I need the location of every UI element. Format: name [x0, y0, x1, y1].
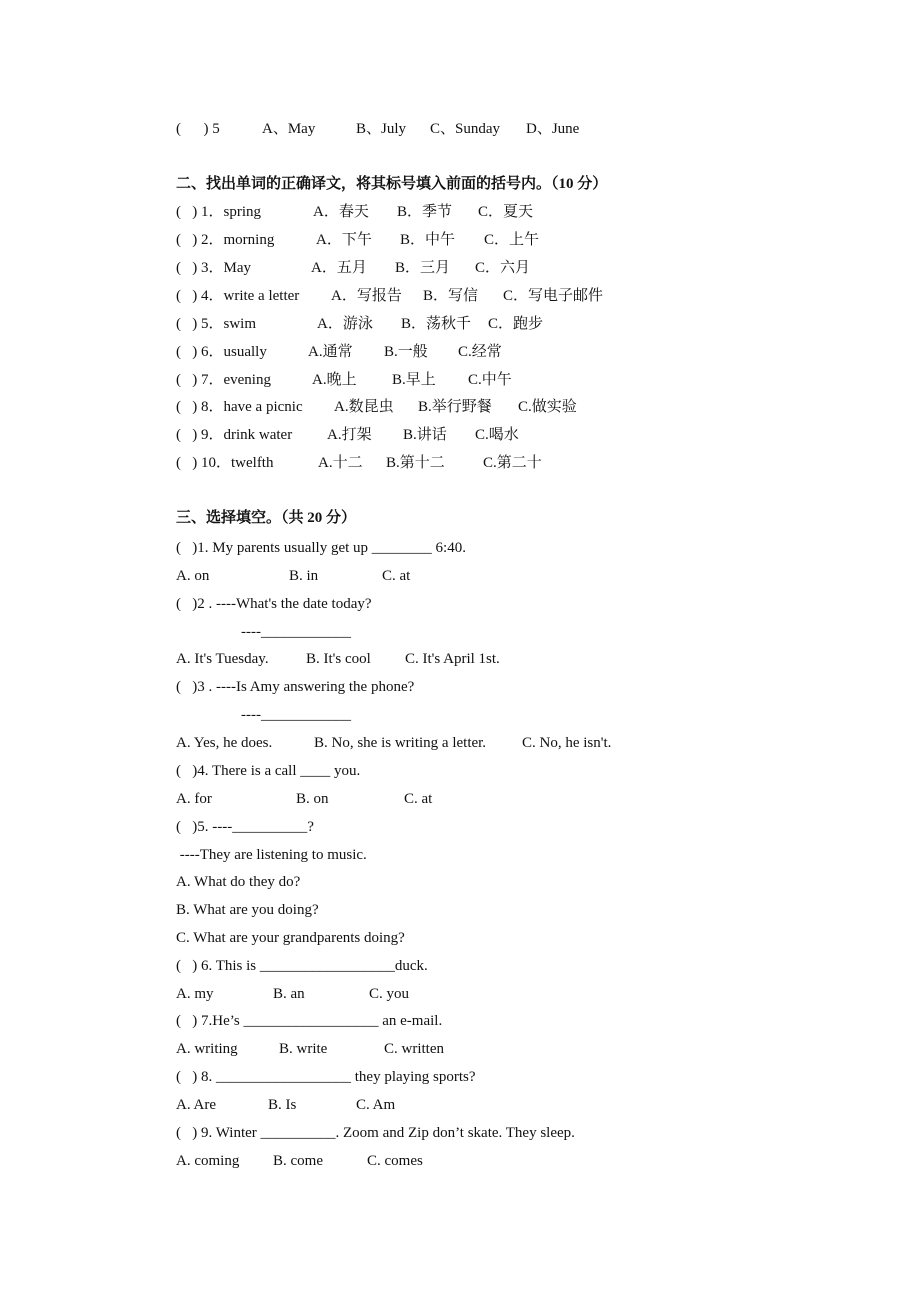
section-2-heading: 二、找出单词的正确译文，将其标号填入前面的括号内。（10 分） — [176, 176, 608, 192]
option-a: A. writing — [176, 1041, 238, 1057]
option-c: C. written — [384, 1041, 444, 1057]
vocab-option-a: A．春天 — [313, 204, 369, 220]
option-c: C. No, he isn't. — [522, 735, 612, 751]
option-c: C. It's April 1st. — [405, 651, 500, 667]
vocab-option-a: A．下午 — [316, 232, 372, 248]
vocab-option-a: A.数昆虫 — [334, 399, 394, 415]
option-c: C. comes — [367, 1153, 423, 1169]
option-b: B. come — [273, 1153, 323, 1169]
section-3-heading: 三、选择填空。（共 20 分） — [176, 510, 357, 526]
option-c: C. Am — [356, 1097, 396, 1113]
vocab-option-b: B.早上 — [392, 372, 436, 388]
vocab-option-a: A．游泳 — [317, 316, 373, 332]
option-a: A. coming — [176, 1153, 240, 1169]
option-a: A. Yes, he does. — [176, 735, 273, 751]
question-3-answer-blank: ----____________ — [241, 707, 351, 723]
question-9: ( ) 9. Winter __________. Zoom and Zip don’t skate. They sleep. — [176, 1125, 575, 1141]
vocab-option-a: A.打架 — [327, 427, 372, 443]
vocab-option-c: C．写电子邮件 — [503, 288, 604, 304]
question-2-answer-blank: ----____________ — [241, 624, 351, 640]
vocab-option-b: B.一般 — [384, 344, 428, 360]
top-q5-option-b: B、July — [356, 121, 407, 137]
vocab-word: ( ) 4．write a letter — [176, 288, 300, 304]
vocab-word: ( ) 8．have a picnic — [176, 399, 303, 415]
option-a: A. Are — [176, 1097, 216, 1113]
option-c: C. at — [404, 791, 433, 807]
vocab-option-b: B.第十二 — [386, 455, 445, 471]
option-c: C. What are your grandparents doing? — [176, 930, 405, 946]
vocab-option-b: B．写信 — [423, 288, 479, 304]
option-a: A. It's Tuesday. — [176, 651, 269, 667]
vocab-option-c: C．跑步 — [488, 316, 544, 332]
vocab-word: ( ) 10．twelfth — [176, 455, 274, 471]
question-3: ( )3 . ----Is Amy answering the phone? — [176, 679, 415, 695]
vocab-word: ( ) 1．spring — [176, 204, 261, 220]
vocab-option-b: B．三月 — [395, 260, 451, 276]
question-5: ( )5. ----__________? — [176, 819, 314, 835]
option-b: B. It's cool — [306, 651, 371, 667]
vocab-option-a: A.通常 — [308, 344, 353, 360]
vocab-word: ( ) 9．drink water — [176, 427, 293, 443]
vocab-option-b: B.讲话 — [403, 427, 447, 443]
option-a: A. on — [176, 568, 210, 584]
option-b: B. No, she is writing a letter. — [314, 735, 487, 751]
top-q5-option-d: D、June — [526, 121, 580, 137]
option-b: B. Is — [268, 1097, 297, 1113]
top-q5-option-a: A、May — [262, 121, 316, 137]
question-6: ( ) 6. This is __________________duck. — [176, 958, 428, 974]
option-b: B. What are you doing? — [176, 902, 319, 918]
vocab-option-c: C．上午 — [484, 232, 540, 248]
vocab-option-a: A.晚上 — [312, 372, 357, 388]
vocab-option-c: C.喝水 — [475, 427, 519, 443]
vocab-word: ( ) 7．evening — [176, 372, 271, 388]
question-5-reply: ----They are listening to music. — [176, 847, 367, 863]
vocab-option-a: A.十二 — [318, 455, 363, 471]
top-q5-number: ( ) 5 — [176, 121, 220, 137]
option-c: C. at — [382, 568, 411, 584]
option-b: B. write — [279, 1041, 328, 1057]
vocab-word: ( ) 2．morning — [176, 232, 275, 248]
question-2: ( )2 . ----What's the date today? — [176, 596, 372, 612]
vocab-option-b: B．荡秋千 — [401, 316, 472, 332]
top-q5-option-c: C、Sunday — [430, 121, 501, 137]
vocab-option-a: A．五月 — [311, 260, 367, 276]
option-c: C. you — [369, 986, 410, 1002]
option-a: A. my — [176, 986, 214, 1002]
question-7: ( ) 7.He’s __________________ an e-mail. — [176, 1013, 443, 1029]
question-1: ( )1. My parents usually get up ________ 6:40. — [176, 540, 466, 556]
vocab-word: ( ) 6．usually — [176, 344, 267, 360]
option-b: B. an — [273, 986, 305, 1002]
option-a: A. for — [176, 791, 212, 807]
vocab-word: ( ) 5．swim — [176, 316, 256, 332]
option-b: B. on — [296, 791, 329, 807]
option-a: A. What do they do? — [176, 874, 301, 890]
vocab-option-c: C．夏天 — [478, 204, 534, 220]
vocab-word: ( ) 3．May — [176, 260, 251, 276]
vocab-option-b: B．中午 — [400, 232, 456, 248]
option-b: B. in — [289, 568, 319, 584]
vocab-option-c: C．六月 — [475, 260, 531, 276]
vocab-option-c: C.第二十 — [483, 455, 542, 471]
vocab-option-c: C.经常 — [458, 344, 502, 360]
vocab-option-a: A．写报告 — [331, 288, 402, 304]
question-8: ( ) 8. __________________ they playing sports? — [176, 1069, 476, 1085]
vocab-option-b: B.举行野餐 — [418, 399, 492, 415]
vocab-option-b: B．季节 — [397, 204, 453, 220]
vocab-option-c: C.做实验 — [518, 399, 577, 415]
vocab-option-c: C.中午 — [468, 372, 512, 388]
question-4: ( )4. There is a call ____ you. — [176, 763, 361, 779]
